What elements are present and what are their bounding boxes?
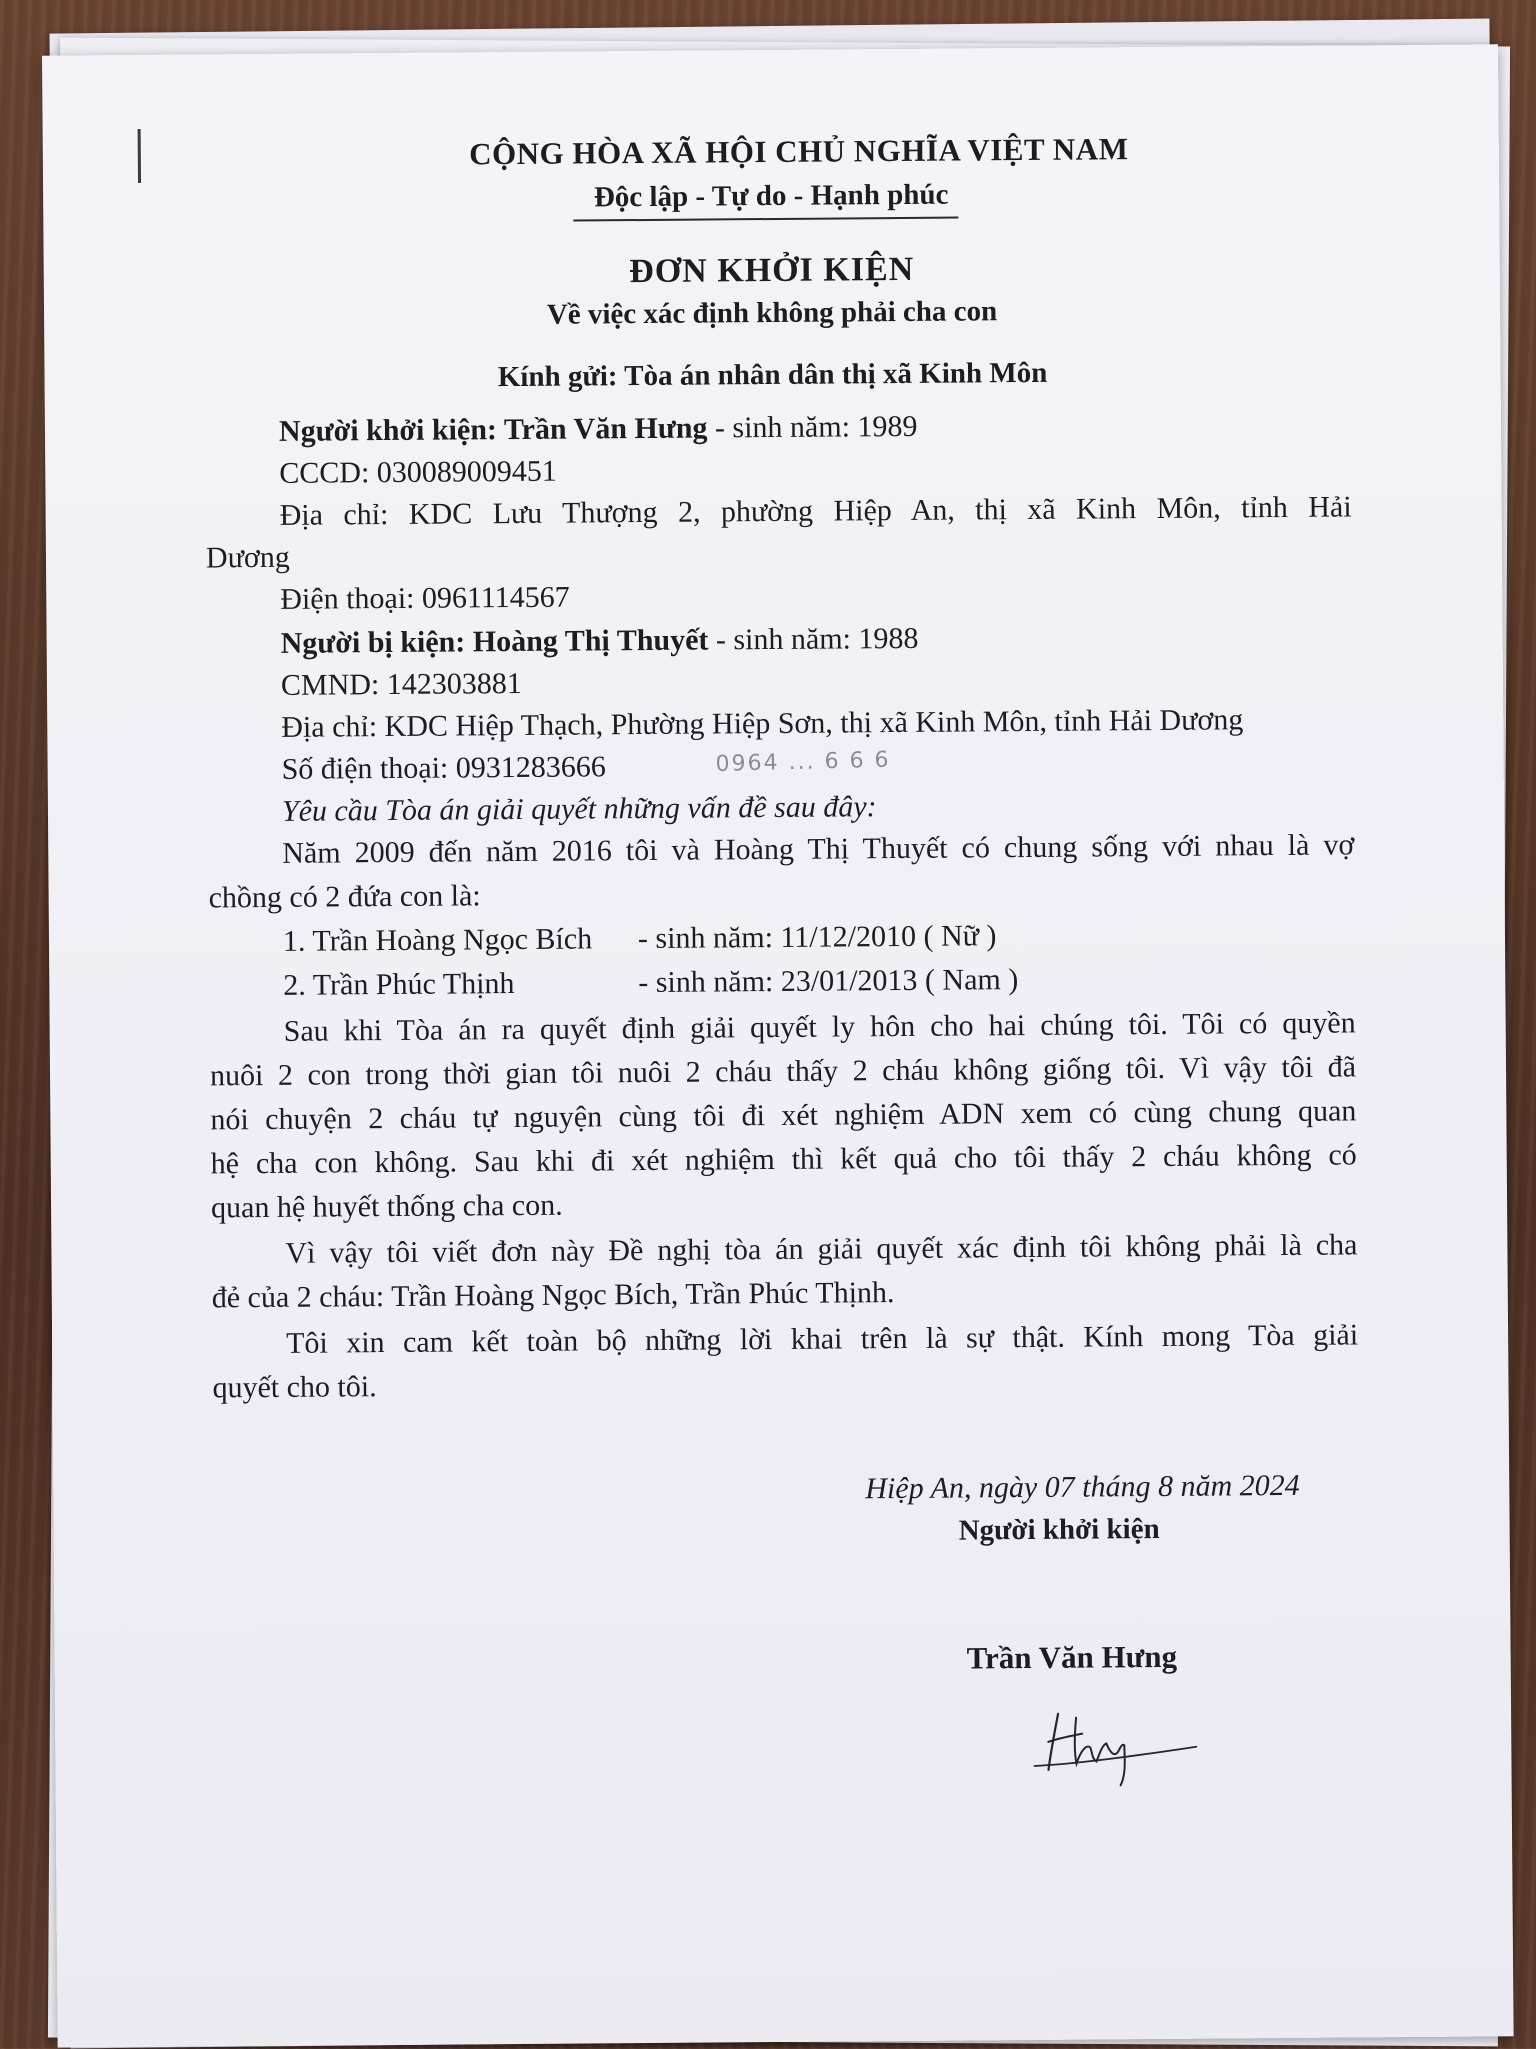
- paragraph-line: đẻ của 2 cháu: Trần Hoàng Ngọc Bích, Trần Phúc Thịnh.: [211, 1276, 895, 1315]
- paragraph-line: quyết cho tôi.: [212, 1370, 377, 1405]
- paragraph-line: quan hệ huyết thống cha con.: [210, 1188, 563, 1225]
- signer-name: Trần Văn Hưng: [966, 1638, 1178, 1676]
- plaintiff-label: Người khởi kiện: Trần Văn Hưng: [278, 411, 708, 448]
- motto: Độc lập - Tự do - Hạnh phúc: [593, 178, 949, 214]
- child-detail: - sinh năm: 23/01/2013 ( Nam ): [638, 963, 1019, 1000]
- document-page: [42, 44, 1514, 2047]
- plaintiff-id: CCCD: 030089009451: [279, 454, 557, 490]
- paragraph-line: nói chuyện 2 cháu tự nguyện cùng tôi đi xét nghiệm ADN xem có cùng chung quan: [210, 1094, 1357, 1137]
- paragraph-line: Vì vậy tôi viết đơn này Đề nghị tòa án giải quyết xác định tôi không phải là cha: [285, 1228, 1358, 1270]
- document-subtitle: Về việc xác định không phải cha con: [546, 295, 998, 331]
- defendant-id: CMND: 142303881: [280, 666, 522, 702]
- signer-title: Người khởi kiện: [958, 1512, 1160, 1547]
- plaintiff-address: Địa chỉ: KDC Lưu Thượng 2, phường Hiệp An, thị xã Kinh Môn, tỉnh Hải: [279, 490, 1352, 532]
- motto-underline: [573, 217, 958, 222]
- plaintiff-line: [279, 409, 918, 450]
- child-item: [283, 962, 1018, 1004]
- recipient: Kính gửi: Tòa án nhân dân thị xã Kinh Môn: [497, 356, 1048, 394]
- paragraph-line: Sau khi Tòa án ra quyết định giải quyết ly hôn cho hai chúng tôi. Tôi có quyền: [283, 1006, 1356, 1048]
- child-item: [283, 918, 997, 960]
- paragraph-line: Tôi xin cam kết toàn bộ những lời khai trên là sự thật. Kính mong Tòa giải: [286, 1318, 1359, 1360]
- handwritten-phone-note: 0964 ... 6 6 6: [715, 747, 891, 777]
- document-title: ĐƠN KHỞI KIỆN: [629, 250, 915, 291]
- defendant-birth: - sinh năm: 1988: [708, 621, 919, 657]
- plaintiff-birth: - sinh năm: 1989: [707, 409, 918, 445]
- child-name: 1. Trần Hoàng Ngọc Bích: [282, 922, 593, 958]
- defendant-address: Địa chỉ: KDC Hiệp Thạch, Phường Hiệp Sơn, thị xã Kinh Môn, tỉnh Hải Dương: [281, 703, 1244, 744]
- child-detail: - sinh năm: 11/12/2010 ( Nữ ): [637, 919, 997, 956]
- plaintiff-phone: Điện thoại: 0961114567: [280, 580, 570, 616]
- paragraph-line: nuôi 2 con trong thời gian tôi nuôi 2 cháu thấy 2 cháu không giống tôi. Vì vậy tôi đã: [209, 1050, 1357, 1093]
- request-heading: Yêu cầu Tòa án giải quyết những vấn đề sau đây:: [281, 790, 877, 828]
- place-date: Hiệp An, ngày 07 tháng 8 năm 2024: [865, 1468, 1300, 1506]
- paragraph-line: hệ cha con không. Sau khi đi xét nghiệm thì kết quả cho tôi thấy 2 cháu không có: [210, 1138, 1357, 1181]
- child-name: 2. Trần Phúc Thịnh: [283, 967, 515, 1002]
- paragraph-line: Năm 2009 đến năm 2016 tôi và Hoàng Thị Thuyết có chung sống với nhau là vợ: [282, 828, 1355, 870]
- defendant-label: Người bị kiện: Hoàng Thị Thuyết: [280, 623, 709, 660]
- defendant-phone: Số điện thoại: 0931283666: [281, 750, 606, 786]
- signature: [1030, 1707, 1201, 1788]
- paragraph-line: chồng có 2 đứa con là:: [208, 879, 481, 915]
- plaintiff-address-cont: Dương: [205, 540, 290, 575]
- defendant-line: [281, 621, 919, 662]
- national-title: CỘNG HÒA XÃ HỘI CHỦ NGHĨA VIỆT NAM: [469, 131, 1129, 172]
